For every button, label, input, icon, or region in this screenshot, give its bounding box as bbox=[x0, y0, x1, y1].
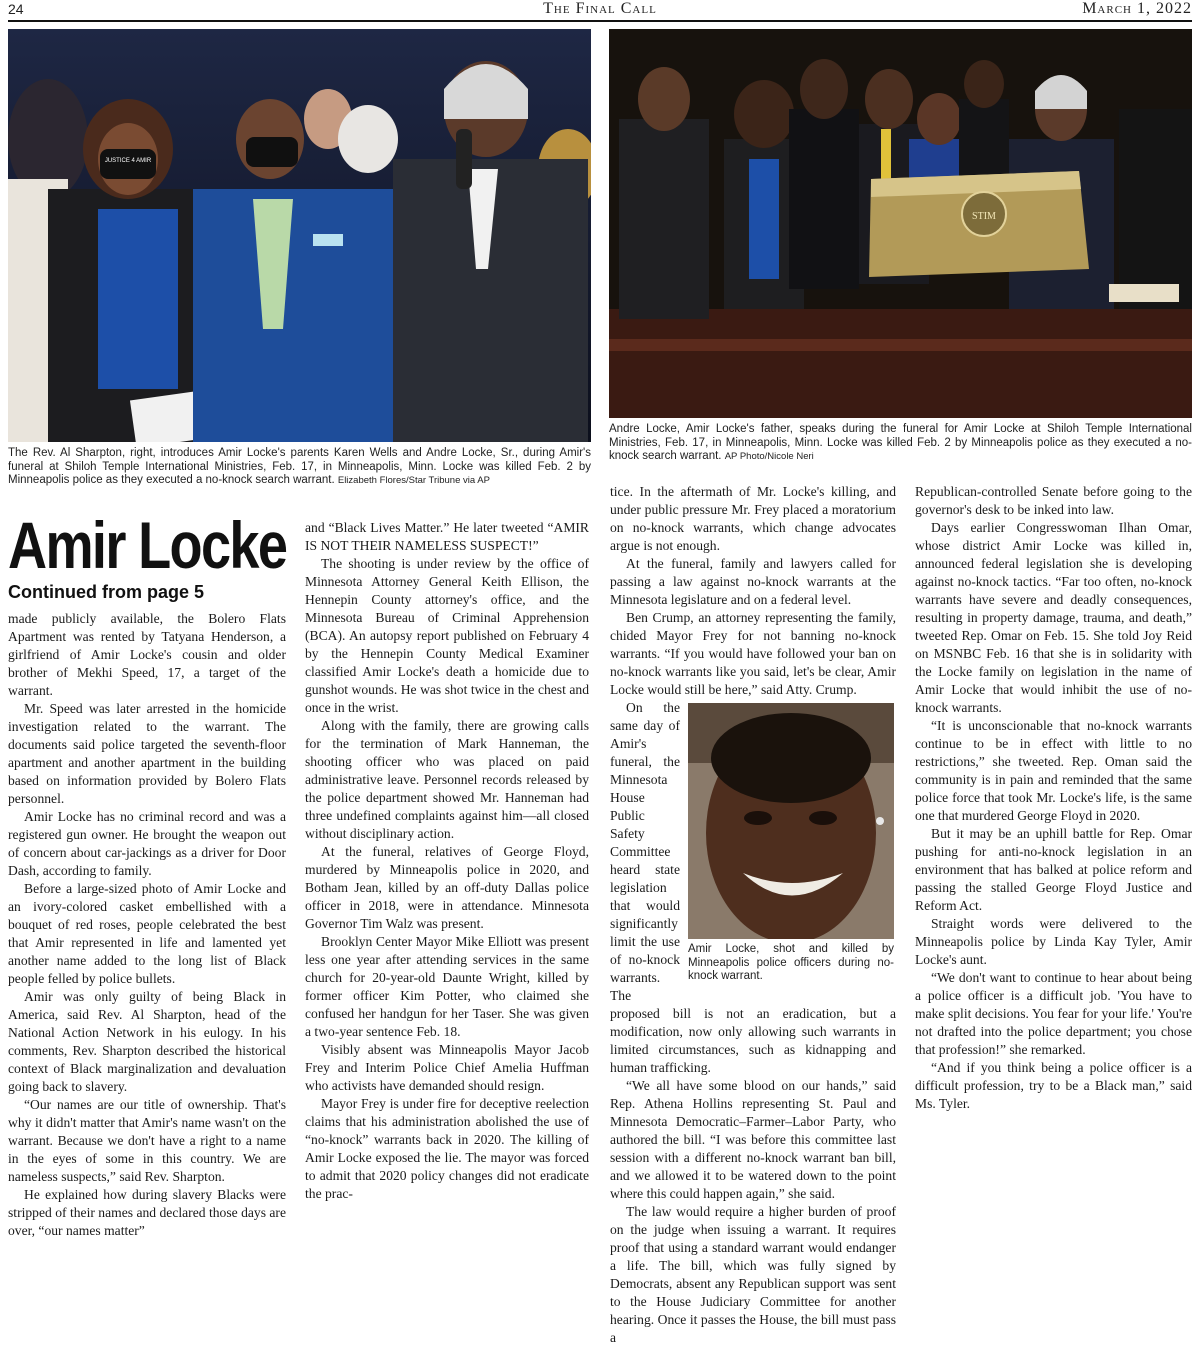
paragraph: “Our names are our title of ownership. That's why it didn't matter that Amir's name wasn't on the warrant. Because we don't have a right to a name in the eyes of some in this country. We are nameless suspects,” said Rev. Sharpton. bbox=[8, 1097, 286, 1184]
paragraph: Amir Locke has no criminal record and was a registered gun owner. He brought the weapon out of concern about car-jackings as a driver for Door Dash, according to family. bbox=[8, 809, 286, 878]
photo-credit: AP Photo/Nicole Neri bbox=[724, 451, 814, 463]
caption-left-photo bbox=[8, 447, 591, 488]
paragraph: Mayor Frey is under fire for deceptive reelection claims that his administration abolished the use of “no-knock” warrants back in 2020. The killing of Amir Locke exposed the lie. The mayor was forced to admit that 2020 policy changes did not eradicate the prac- bbox=[305, 1096, 589, 1201]
issue-date: March 1, 2022 bbox=[1082, 0, 1192, 17]
photo-amir-locke-portrait bbox=[688, 703, 894, 939]
article-column-1 bbox=[8, 610, 286, 1240]
photo-credit: Elizabeth Flores/Star Tribune via AP bbox=[337, 475, 490, 487]
page-header bbox=[8, 0, 1192, 22]
paragraph: “We don't want to continue to hear about being a police officer is a difficult job. 'You have to make split decisions. You fear for your life.' You're not drafted into the police department; you chose that profession!” she remarked. bbox=[915, 970, 1192, 1057]
publication-name: The Final Call bbox=[543, 0, 657, 17]
paragraph: The shooting is under review by the office of Minnesota Attorney General Keith Ellison, the Hennepin County attorney's office, and the Minnesota Bureau of Criminal Apprehension (BCA). An autopsy report published on February 4 by the Hennepin County Medical Examiner classified Amir Locke's death a homicide due to gunshot wounds. He was shot twice in the chest and once in the wrist. bbox=[305, 556, 589, 715]
paragraph: Amir was only guilty of being Black in America, said Rev. Al Sharpton, head of the National Action Network in his eulogy. In his comments, Rev. Sharpton described the historical context of Black marginalization and devaluation going back to slavery. bbox=[8, 989, 286, 1094]
paragraph: At the funeral, family and lawyers called for passing a law against no-knock warrants at the Minnesota legislature and on a federal level. bbox=[610, 556, 896, 607]
paragraph: Brooklyn Center Mayor Mike Elliott was present less one year after attending services in the same church for 20-year-old Daunte Wright, killed by former officer Kim Potter, who claimed she confused her handgun for her Taser. She was given a two-year sentence Feb. 18. bbox=[305, 934, 589, 1039]
paragraph: Ben Crump, an attorney representing the family, chided Mayor Frey for not banning no-knock warrants. “If you would have followed your ban on no-knock warrants like you said, let's be clear, Amir Locke would still be here,” said Atty. Crump. bbox=[610, 610, 896, 697]
paragraph: “We all have some blood on our hands,” said Rep. Athena Hollins representing St. Paul and Minnesota Democratic–Farmer–Labor Party, who authored the bill. “I was before this committee last session with a different no-knock warrant ban bill, and we allowed it to be watered down to the point where this could happen again,” she said. bbox=[610, 1078, 896, 1201]
caption-text: The Rev. Al Sharpton, right, introduces Amir Locke's parents Karen Wells and Andre Locke, Sr., during Amir's funeral at Shiloh Temple International Ministries, Feb. 17, in Minneapolis, Minn. Locke was killed Feb. 2 by Minneapolis police as they executed a no-knock search warrant. bbox=[8, 447, 591, 487]
paragraph: He explained how during slavery Blacks were stripped of their names and declared those days are over, “our names matter” bbox=[8, 1187, 286, 1238]
inset-photo-block bbox=[688, 703, 904, 984]
paragraph: The law would require a higher burden of proof on the judge when issuing a warrant. It requires proof that using a standard warrant would endanger a life. The bill, which was fully signed by Democrats, absent any Republican support was sent to the House Judiciary Committee for another hearing. Once it passes the House, the bill must pass a bbox=[610, 1204, 896, 1345]
article-headline: Amir Locke bbox=[8, 508, 287, 582]
paragraph: made publicly available, the Bolero Flats Apartment was rented by Tatyana Henderson, a girlfriend of Amir Locke's cousin and older brother of Mekhi Speed, 17, a target of the warrant. bbox=[8, 611, 286, 698]
caption-inset-photo: Amir Locke, shot and killed by Minneapolis police officers during no-knock warrant. bbox=[688, 943, 894, 983]
continued-from-label: Continued from page 5 bbox=[8, 582, 205, 602]
paragraph: “It is unconscionable that no-knock warrants continue to be in effect with little to no restrictions,” she tweeted. Rep. Oman said the community is in pain and reminded that the same police force that took Mr. Locke's life, is the same one that murdered George Floyd in 2020. bbox=[915, 718, 1192, 823]
article-column-4 bbox=[915, 483, 1192, 1113]
paragraph: Visibly absent was Minneapolis Mayor Jacob Frey and Interim Police Chief Amelia Huffman who activists have demanded should resign. bbox=[305, 1042, 589, 1093]
paragraph: Republican-controlled Senate before going to the governor's desk to be inked into law. bbox=[915, 484, 1192, 517]
photo-andre-locke-speaks bbox=[609, 29, 1192, 418]
page-number: 24 bbox=[8, 1, 24, 17]
paragraph: But it may be an uphill battle for Rep. Omar pushing for anti-no-knock legislation in an environment that has balked at police reform and passing the stalled George Floyd Justice and Reform Act. bbox=[915, 826, 1192, 913]
paragraph: tice. In the aftermath of Mr. Locke's killing, and under public pressure Mr. Frey placed a moratorium on no-knock warrants, which change advocates argue is not enough. bbox=[610, 484, 896, 553]
paragraph: Mr. Speed was later arrested in the homicide investigation related to the warrant. The documents said police targeted the seventh-floor apartment and another apartment in the building based on information provided by Bolero Flats personnel. bbox=[8, 701, 286, 806]
mask-text: JUSTICE 4 AMIR bbox=[104, 158, 152, 164]
paragraph: and “Black Lives Matter.” He later tweeted “AMIR IS NOT THEIR NAMELESS SUSPECT!” bbox=[305, 520, 589, 553]
paragraph: Before a large-sized photo of Amir Locke and an ivory-colored casket embellished with a bouquet of red roses, people celebrated the best that Amir represented in life and lamented yet another name added to the long list of Black people felled by police bullets. bbox=[8, 881, 286, 986]
photo-sharpton-introduces-parents bbox=[8, 29, 591, 442]
article-column-2 bbox=[305, 519, 589, 1203]
paragraph: On the same day of Amir's funeral, the Minnesota House Public Safety Committee heard state legislation that would significantly limit the use of no-knock warrants. The proposed bill is not an eradication, but a modification, now only allowing such warrants in limited circumstances, such as kidnapping and human trafficking. bbox=[610, 700, 896, 1075]
paragraph: Days earlier Congresswoman Ilhan Omar, whose district Amir Locke was killed in, announced federal legislation she is developing against no-knock tactics. “Far too often, no-knock warrants have severe and deadly consequences, resulting in property damage, trauma, and death,” tweeted Rep. Omar on Feb. 15. She told Joy Reid on MSNBC Feb. 16 that she is in solidarity with the Locke family on legislation in the name of Amir Locke that would inhibit the use of no-knock warrants. bbox=[915, 520, 1192, 715]
article-column-3 bbox=[610, 483, 896, 1347]
caption-text: Andre Locke, Amir Locke's father, speaks during the funeral for Amir Locke at Shiloh Temple International Ministries, Feb. 17, in Minneapolis, Minn. Locke was killed Feb. 2 by Minneapolis police as they executed a no-knock search warrant. bbox=[609, 423, 1192, 463]
paragraph: At the funeral, relatives of George Floyd, murdered by Minneapolis police in 2020, and Botham Jean, killed by an off-duty Dallas police officer in 2018, were in attendance. Minnesota Governor Tim Walz was present. bbox=[305, 844, 589, 931]
paragraph: Straight words were delivered to the Minneapolis police by Linda Kay Tyler, Amir Locke's aunt. bbox=[915, 916, 1192, 967]
paragraph: Along with the family, there are growing calls for the termination of Mark Hanneman, the shooting officer who was placed on paid administrative leave. Personnel records released by the police department showed Mr. Hanneman had three undefined complaints against him—all closed without disciplinary action. bbox=[305, 718, 589, 841]
caption-right-photo bbox=[609, 423, 1192, 464]
podium-seal-text: STIM bbox=[972, 211, 996, 222]
paragraph: “And if you think being a police officer is a difficult profession, try to be a Black man,” said Ms. Tyler. bbox=[915, 1060, 1192, 1111]
